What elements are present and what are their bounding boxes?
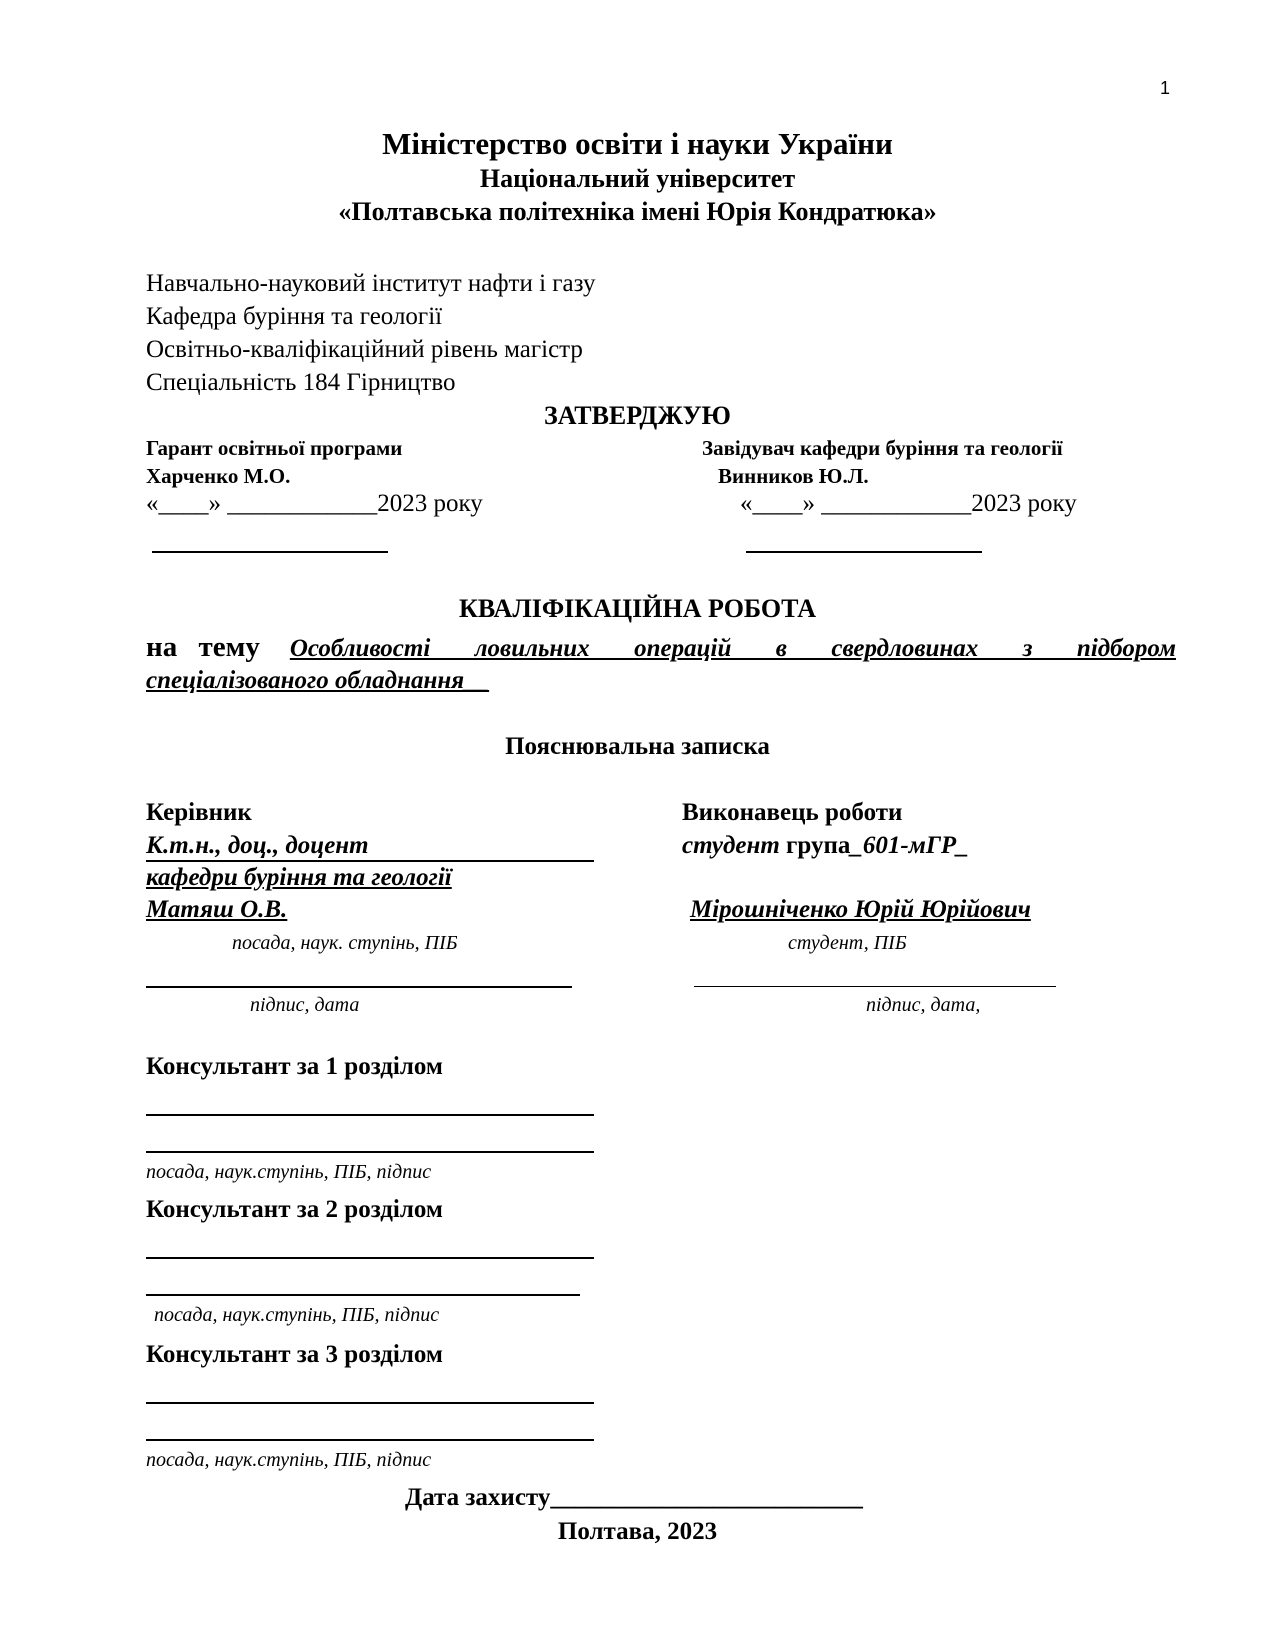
consultant-3-caption: посада, наук.ступінь, ПІБ, підпис xyxy=(146,1449,432,1471)
executor-signature-line xyxy=(694,986,1056,987)
city-year: Полтава, 2023 xyxy=(557,1518,718,1545)
consultant-2-heading: Консультант за 2 розділом xyxy=(146,1196,443,1223)
executor-heading: Виконавець роботи xyxy=(682,799,903,826)
consultant-2-line-2 xyxy=(146,1294,580,1296)
approval-left-role: Гарант освітньої програми xyxy=(146,436,403,460)
approval-left-date: «____» ____________2023 року xyxy=(146,490,483,517)
university-line-1: Національний університет xyxy=(479,164,796,193)
executor-group-line xyxy=(682,832,969,860)
topic-label: на тему xyxy=(146,631,260,663)
consultant-3-line-1 xyxy=(146,1402,594,1404)
supervisor-line-2: кафедри буріння та геології xyxy=(146,864,452,891)
consultant-2-caption: посада, наук.ступінь, ПІБ, підпис xyxy=(154,1304,440,1326)
work-title: КВАЛІФІКАЦІЙНА РОБОТА xyxy=(459,594,816,623)
approval-left-signature-line xyxy=(152,551,388,553)
executor-student-word: студент xyxy=(682,832,780,859)
consultant-1-heading: Консультант за 1 розділом xyxy=(146,1053,443,1080)
consultant-3-line-2 xyxy=(146,1439,594,1441)
executor-group-value: _601-мГР_ xyxy=(850,832,969,859)
approval-right-signature-line xyxy=(746,551,982,553)
supervisor-signature-line xyxy=(146,986,572,988)
consultant-1-line-1 xyxy=(146,1114,594,1116)
supervisor-sign-caption: підпис, дата xyxy=(250,994,360,1016)
consultant-3-heading: Консультант за 3 розділом xyxy=(146,1341,443,1368)
specialty: Спеціальність 184 Гірництво xyxy=(146,369,456,396)
approval-right-date: «____» ____________2023 року xyxy=(740,490,1077,517)
education-level: Освітньо-кваліфікаційний рівень магістр xyxy=(146,336,583,363)
ministry-title: Міністерство освіти і науки України xyxy=(382,126,893,161)
approval-right-role: Завідувач кафедри буріння та геології xyxy=(702,436,1063,460)
topic-line-1 xyxy=(146,631,1176,664)
defense-date: Дата захисту_________________________ xyxy=(405,1484,863,1511)
supervisor-name: Матяш О.В. xyxy=(146,896,288,923)
supervisor-caption: посада, наук. ступінь, ПІБ xyxy=(232,932,458,954)
approval-title: ЗАТВЕРДЖУЮ xyxy=(544,401,731,430)
consultant-2-line-1 xyxy=(146,1257,594,1259)
department: Кафедра буріння та геології xyxy=(146,303,443,330)
executor-name: Мірошніченко Юрій Юрійович xyxy=(690,896,1031,923)
page-number: 1 xyxy=(1160,78,1171,98)
executor-sign-caption: підпис, дата, xyxy=(866,994,981,1016)
explanatory-note: Пояснювальна записка xyxy=(505,733,770,760)
topic-text-1: Особливості ловильних операцій в свердловинах з підбором xyxy=(289,635,1176,662)
executor-caption: студент, ПІБ xyxy=(788,932,907,954)
university-line-2: «Полтавська політехніка імені Юрія Кондратюка» xyxy=(338,197,937,226)
topic-text-2: спеціалізованого обладнання__ xyxy=(146,667,490,694)
approval-left-name: Харченко М.О. xyxy=(146,464,291,488)
approval-right-name: Винников Ю.Л. xyxy=(718,464,869,488)
consultant-1-line-2 xyxy=(146,1151,594,1153)
executor-group-word: група xyxy=(779,832,851,859)
supervisor-heading: Керівник xyxy=(146,799,252,826)
consultant-1-caption: посада, наук.ступінь, ПІБ, підпис xyxy=(146,1161,432,1183)
supervisor-line-1: К.т.н., доц., доцент xyxy=(146,832,594,862)
institute: Навчально-науковий інститут нафти і газу xyxy=(146,270,596,297)
